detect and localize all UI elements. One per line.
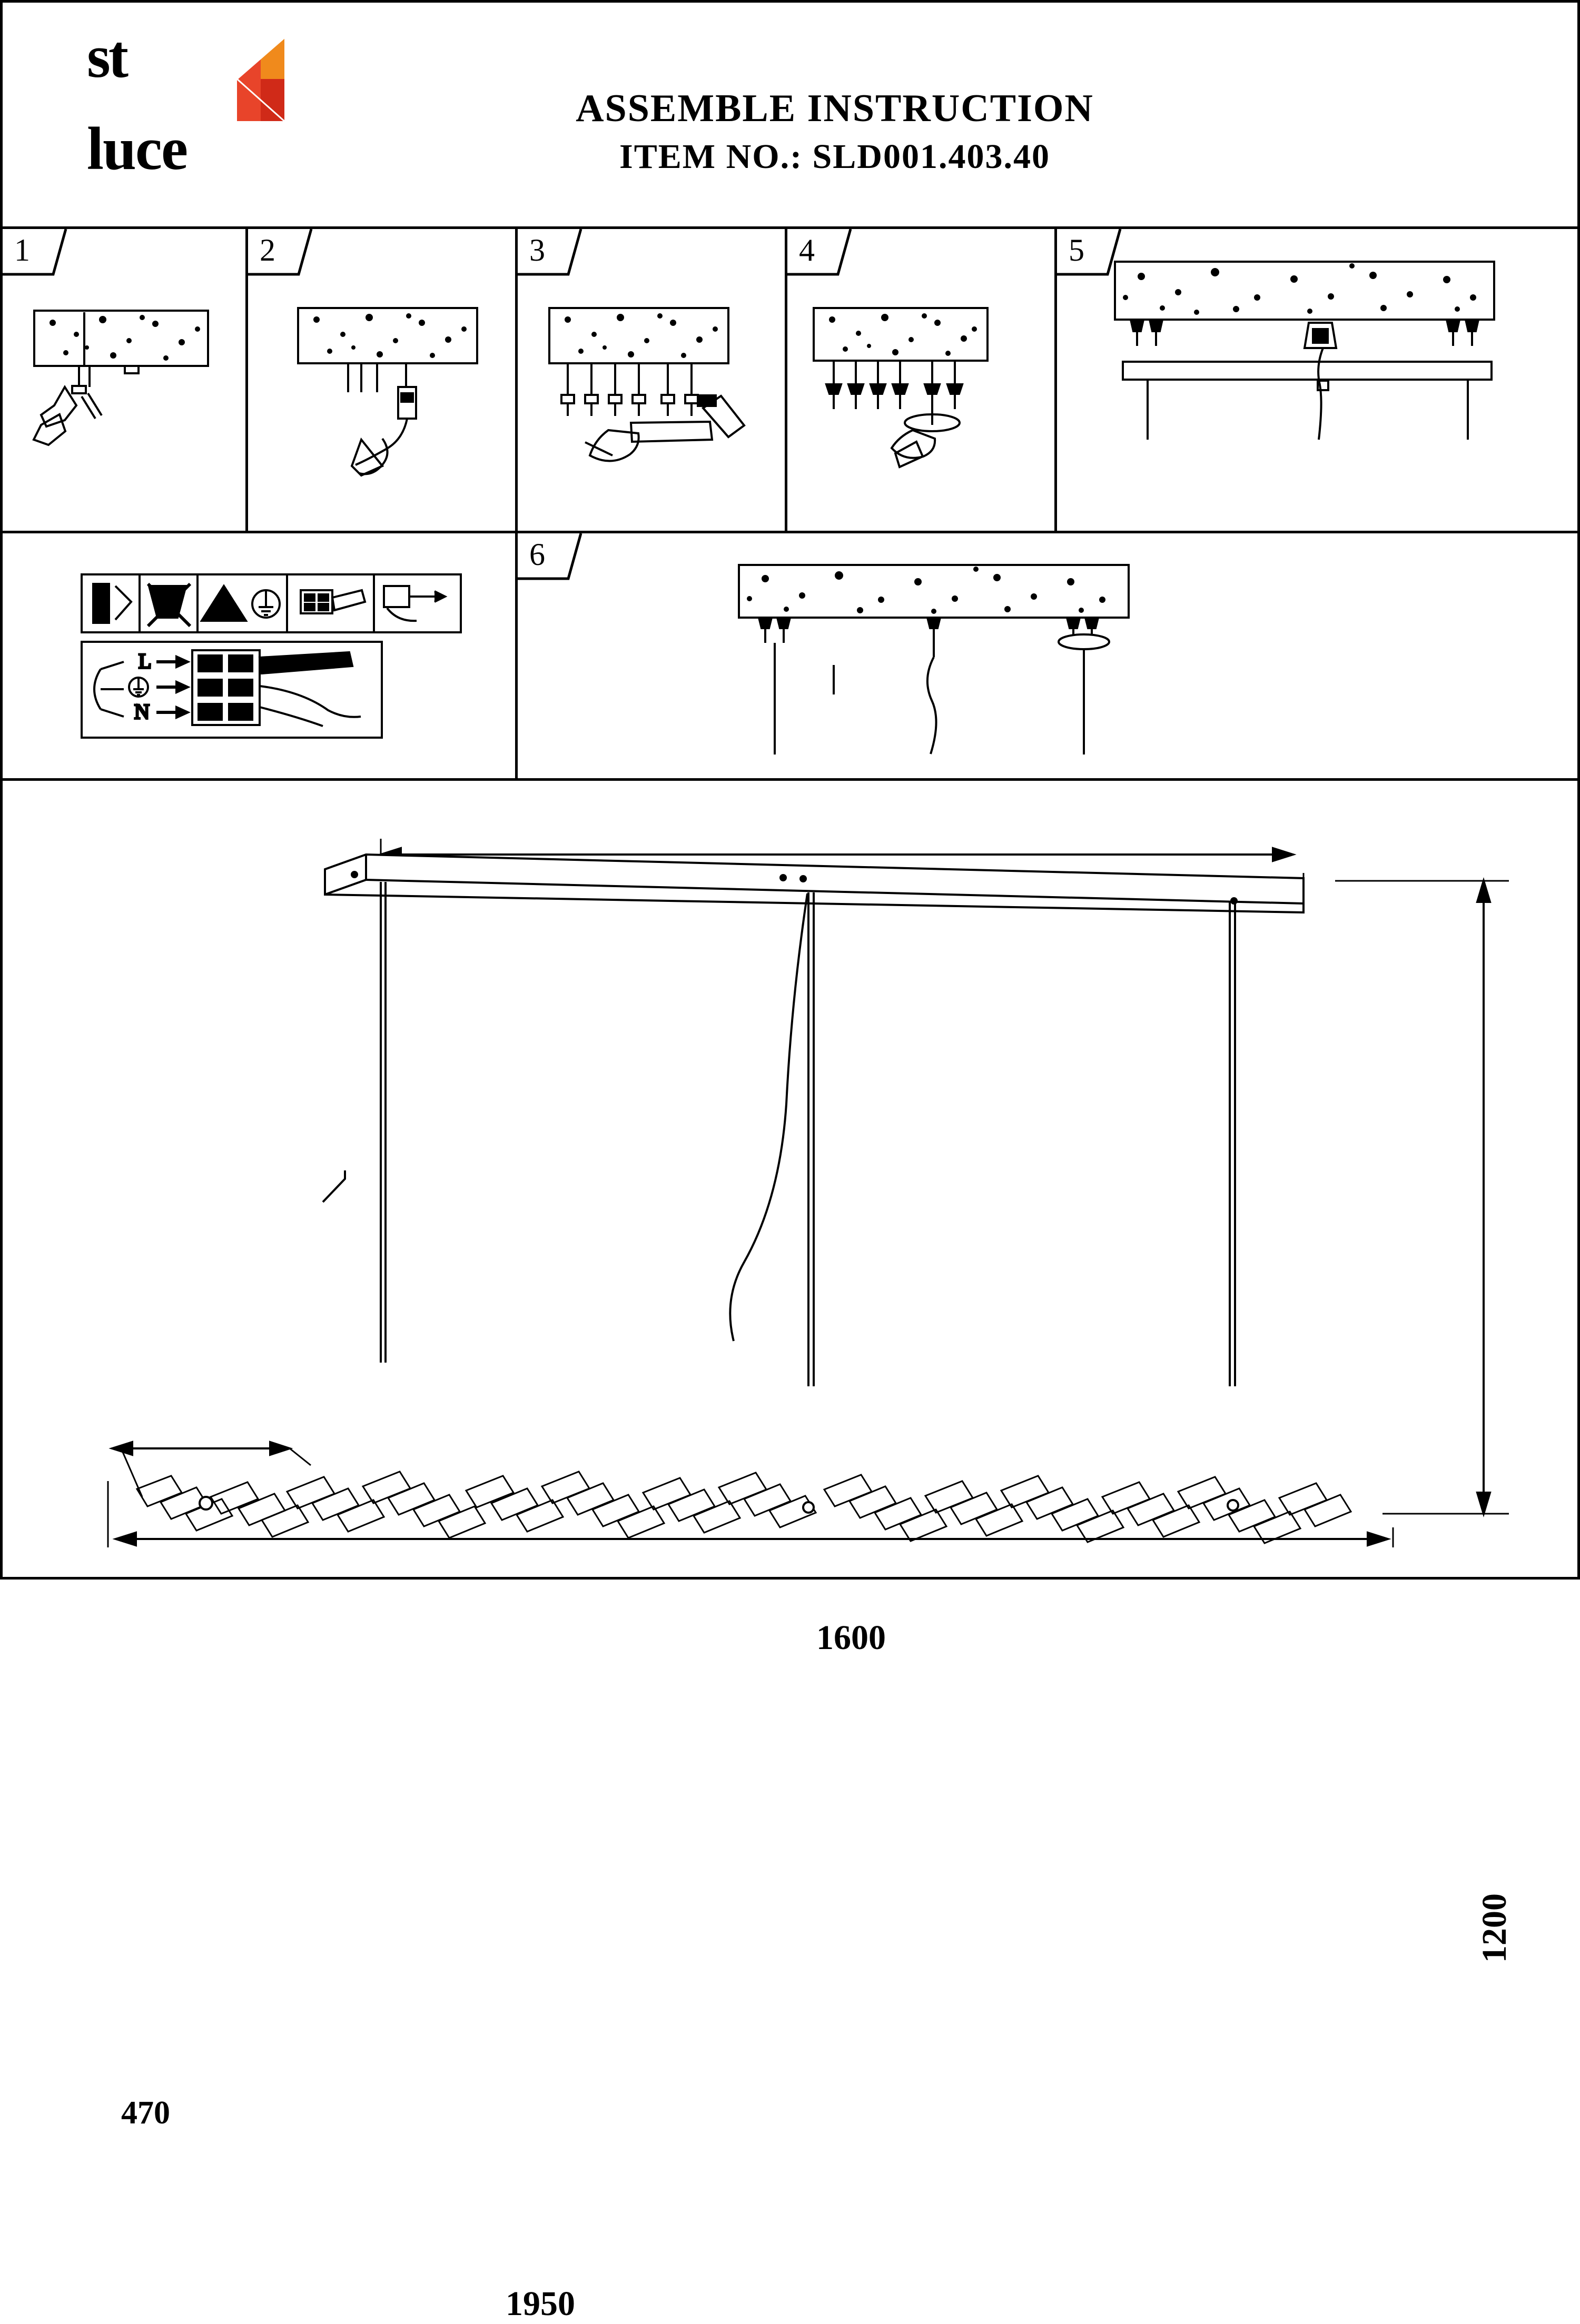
step-number-1: 1 <box>14 233 30 267</box>
step-number-2: 2 <box>260 233 275 267</box>
brand-name-bottom: luce <box>87 115 187 182</box>
step-cell-2 <box>248 229 518 533</box>
step-6-illustration <box>518 533 1577 781</box>
step-cell-5 <box>1057 229 1577 533</box>
step-number-4: 4 <box>799 233 815 267</box>
step-number-3: 3 <box>529 233 545 267</box>
steps-row-top <box>3 229 1577 533</box>
dimension-label-width-top: 1600 <box>816 1618 886 1657</box>
svg-text:0: 0 <box>96 605 105 622</box>
brand-mark-overlay-icon <box>237 37 285 122</box>
step-number-5: 5 <box>1069 233 1084 267</box>
step-cell-6 <box>518 533 1577 781</box>
item-number: ITEM NO.: SLD001.403.40 <box>619 137 1050 176</box>
brand-logo <box>87 23 224 195</box>
step-cell-3 <box>518 229 787 533</box>
document-header <box>3 3 1577 229</box>
step-cell-4 <box>787 229 1057 533</box>
dimension-label-depth: 470 <box>121 2095 170 2131</box>
title-block <box>466 84 1203 181</box>
step-number-6: 6 <box>529 537 545 572</box>
product-dimension-drawing <box>3 781 1577 2323</box>
step-5-illustration <box>1057 229 1577 533</box>
dimension-label-overall-width: 1950 <box>506 2285 575 2323</box>
svg-text:I: I <box>98 586 103 603</box>
product-drawing-svg <box>3 781 1577 1577</box>
steps-row-bottom <box>3 533 1577 781</box>
dimension-label-height: 1200 <box>1475 1893 1514 1963</box>
safety-symbols-panel <box>3 533 518 781</box>
terminal-label-N: N <box>134 700 150 723</box>
brand-name-top: st <box>87 23 127 90</box>
step-cell-1 <box>3 229 248 533</box>
document-title: ASSEMBLE INSTRUCTION <box>576 87 1094 130</box>
safety-illustration <box>3 533 518 781</box>
terminal-label-L: L <box>139 649 152 673</box>
